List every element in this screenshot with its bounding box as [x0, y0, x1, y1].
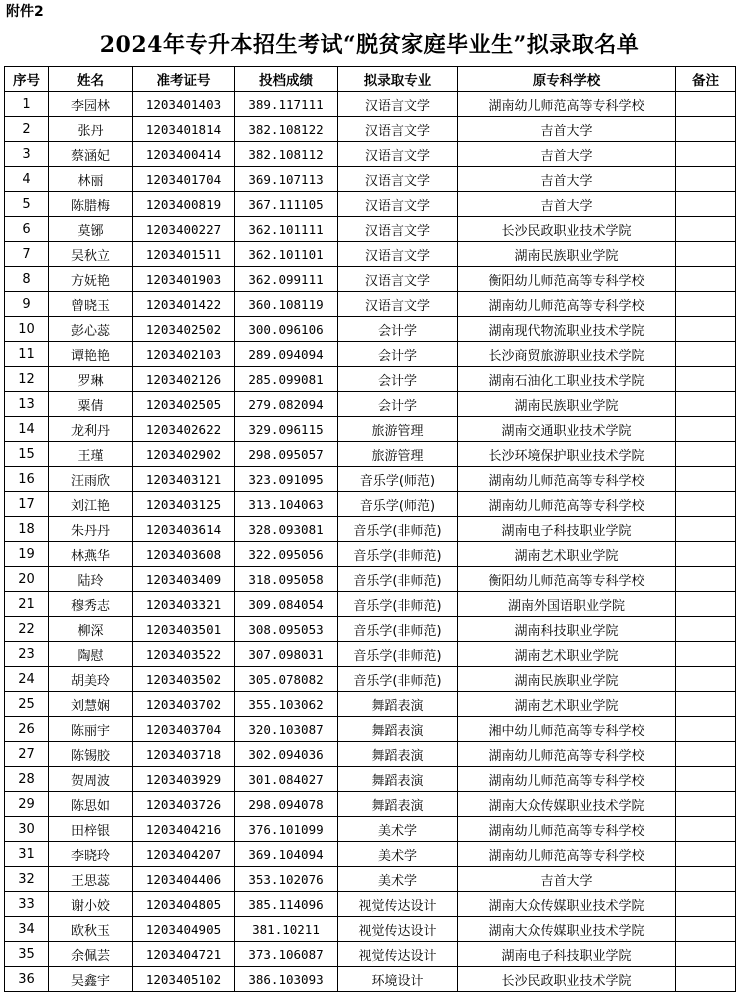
cell-index: 30 [5, 817, 49, 842]
cell-remarks [676, 292, 736, 317]
cell-college: 长沙环境保护职业技术学院 [458, 442, 676, 467]
cell-remarks [676, 667, 736, 692]
cell-index: 34 [5, 917, 49, 942]
table-row [5, 892, 736, 917]
cell-college: 吉首大学 [458, 192, 676, 217]
cell-index: 22 [5, 617, 49, 642]
header-name: 姓名 [49, 67, 133, 92]
cell-college: 吉首大学 [458, 167, 676, 192]
cell-exam-id: 1203403321 [133, 592, 235, 617]
cell-index: 21 [5, 592, 49, 617]
cell-index: 15 [5, 442, 49, 467]
header-remarks: 备注 [676, 67, 736, 92]
cell-score: 308.095053 [235, 617, 338, 642]
cell-name: 曾晓玉 [49, 292, 133, 317]
cell-score: 362.101111 [235, 217, 338, 242]
cell-index: 32 [5, 867, 49, 892]
cell-major: 汉语言文学 [338, 267, 458, 292]
cell-exam-id: 1203404207 [133, 842, 235, 867]
cell-remarks [676, 617, 736, 642]
cell-exam-id: 1203401814 [133, 117, 235, 142]
cell-remarks [676, 842, 736, 867]
cell-exam-id: 1203403608 [133, 542, 235, 567]
cell-major: 汉语言文学 [338, 292, 458, 317]
cell-score: 285.099081 [235, 367, 338, 392]
cell-index: 4 [5, 167, 49, 192]
cell-name: 谭艳艳 [49, 342, 133, 367]
cell-score: 360.108119 [235, 292, 338, 317]
cell-remarks [676, 392, 736, 417]
cell-exam-id: 1203404805 [133, 892, 235, 917]
cell-remarks [676, 442, 736, 467]
cell-college: 长沙商贸旅游职业技术学院 [458, 342, 676, 367]
cell-index: 28 [5, 767, 49, 792]
cell-major: 音乐学(非师范) [338, 642, 458, 667]
cell-exam-id: 1203401403 [133, 92, 235, 117]
cell-remarks [676, 242, 736, 267]
table-row [5, 142, 736, 167]
cell-exam-id: 1203403501 [133, 617, 235, 642]
table-row [5, 517, 736, 542]
cell-college: 湖南幼儿师范高等专科学校 [458, 467, 676, 492]
cell-remarks [676, 192, 736, 217]
cell-index: 16 [5, 467, 49, 492]
cell-score: 302.094036 [235, 742, 338, 767]
cell-college: 湖南科技职业学院 [458, 617, 676, 642]
cell-exam-id: 1203400414 [133, 142, 235, 167]
cell-name: 谢小姣 [49, 892, 133, 917]
cell-name: 贺周波 [49, 767, 133, 792]
cell-score: 373.106087 [235, 942, 338, 967]
cell-score: 362.099111 [235, 267, 338, 292]
cell-name: 方妩艳 [49, 267, 133, 292]
cell-major: 汉语言文学 [338, 92, 458, 117]
admission-list-table [4, 66, 736, 992]
cell-score: 355.103062 [235, 692, 338, 717]
cell-score: 328.093081 [235, 517, 338, 542]
cell-college: 长沙民政职业技术学院 [458, 217, 676, 242]
table-row [5, 967, 736, 992]
cell-exam-id: 1203404905 [133, 917, 235, 942]
cell-index: 5 [5, 192, 49, 217]
cell-major: 会计学 [338, 342, 458, 367]
cell-score: 386.103093 [235, 967, 338, 992]
document-title: 2024年专升本招生考试“脱贫家庭毕业生”拟录取名单 [99, 32, 640, 58]
cell-name: 刘慧娴 [49, 692, 133, 717]
cell-score: 318.095058 [235, 567, 338, 592]
cell-name: 柳深 [49, 617, 133, 642]
cell-index: 2 [5, 117, 49, 142]
cell-college: 湖南幼儿师范高等专科学校 [458, 742, 676, 767]
cell-remarks [676, 692, 736, 717]
cell-name: 王思蕊 [49, 867, 133, 892]
table-row [5, 792, 736, 817]
cell-remarks [676, 767, 736, 792]
cell-major: 美术学 [338, 842, 458, 867]
table-row [5, 392, 736, 417]
cell-major: 音乐学(非师范) [338, 567, 458, 592]
cell-major: 汉语言文学 [338, 142, 458, 167]
table-row [5, 442, 736, 467]
cell-index: 6 [5, 217, 49, 242]
cell-exam-id: 1203402622 [133, 417, 235, 442]
cell-score: 389.117111 [235, 92, 338, 117]
cell-score: 385.114096 [235, 892, 338, 917]
table-row [5, 167, 736, 192]
cell-remarks [676, 517, 736, 542]
cell-index: 29 [5, 792, 49, 817]
cell-major: 视觉传达设计 [338, 917, 458, 942]
cell-major: 汉语言文学 [338, 192, 458, 217]
cell-college: 湖南民族职业学院 [458, 392, 676, 417]
cell-remarks [676, 817, 736, 842]
table-row [5, 592, 736, 617]
cell-score: 305.078082 [235, 667, 338, 692]
cell-index: 26 [5, 717, 49, 742]
cell-college: 湖南电子科技职业学院 [458, 942, 676, 967]
cell-remarks [676, 567, 736, 592]
cell-remarks [676, 142, 736, 167]
cell-remarks [676, 467, 736, 492]
cell-college: 湖南幼儿师范高等专科学校 [458, 92, 676, 117]
cell-score: 322.095056 [235, 542, 338, 567]
table-row [5, 417, 736, 442]
cell-index: 35 [5, 942, 49, 967]
header-index: 序号 [5, 67, 49, 92]
header-college: 原专科学校 [458, 67, 676, 92]
cell-exam-id: 1203403121 [133, 467, 235, 492]
cell-remarks [676, 342, 736, 367]
cell-college: 湖南交通职业技术学院 [458, 417, 676, 442]
cell-exam-id: 1203403409 [133, 567, 235, 592]
cell-exam-id: 1203400819 [133, 192, 235, 217]
cell-name: 余佩芸 [49, 942, 133, 967]
cell-name: 朱丹丹 [49, 517, 133, 542]
attachment-label: 附件2 [6, 4, 44, 20]
cell-college: 湖南大众传媒职业技术学院 [458, 892, 676, 917]
table-row [5, 642, 736, 667]
cell-college: 湖南幼儿师范高等专科学校 [458, 492, 676, 517]
header-major: 拟录取专业 [338, 67, 458, 92]
table-row [5, 617, 736, 642]
cell-major: 旅游管理 [338, 417, 458, 442]
cell-exam-id: 1203401422 [133, 292, 235, 317]
cell-remarks [676, 867, 736, 892]
cell-exam-id: 1203404406 [133, 867, 235, 892]
cell-college: 湖南外国语职业学院 [458, 592, 676, 617]
cell-major: 舞蹈表演 [338, 717, 458, 742]
cell-college: 吉首大学 [458, 117, 676, 142]
table-row [5, 217, 736, 242]
cell-score: 298.094078 [235, 792, 338, 817]
cell-major: 汉语言文学 [338, 217, 458, 242]
cell-major: 音乐学(师范) [338, 467, 458, 492]
table-row [5, 692, 736, 717]
cell-remarks [676, 367, 736, 392]
cell-index: 17 [5, 492, 49, 517]
cell-remarks [676, 942, 736, 967]
cell-major: 舞蹈表演 [338, 792, 458, 817]
cell-exam-id: 1203400227 [133, 217, 235, 242]
cell-index: 31 [5, 842, 49, 867]
cell-name: 欧秋玉 [49, 917, 133, 942]
cell-college: 湖南大众传媒职业技术学院 [458, 917, 676, 942]
cell-name: 王瑾 [49, 442, 133, 467]
table-row [5, 192, 736, 217]
table-header-row [5, 67, 736, 92]
cell-index: 1 [5, 92, 49, 117]
cell-name: 吴秋立 [49, 242, 133, 267]
cell-index: 36 [5, 967, 49, 992]
cell-college: 湘中幼儿师范高等专科学校 [458, 717, 676, 742]
cell-exam-id: 1203403704 [133, 717, 235, 742]
cell-major: 会计学 [338, 367, 458, 392]
cell-name: 张丹 [49, 117, 133, 142]
cell-score: 320.103087 [235, 717, 338, 742]
cell-college: 衡阳幼儿师范高等专科学校 [458, 267, 676, 292]
cell-name: 陈锡胶 [49, 742, 133, 767]
table-row [5, 917, 736, 942]
cell-score: 367.111105 [235, 192, 338, 217]
table-row [5, 317, 736, 342]
cell-index: 12 [5, 367, 49, 392]
cell-name: 彭心蕊 [49, 317, 133, 342]
cell-score: 279.082094 [235, 392, 338, 417]
cell-college: 湖南幼儿师范高等专科学校 [458, 817, 676, 842]
cell-score: 382.108112 [235, 142, 338, 167]
cell-exam-id: 1203403718 [133, 742, 235, 767]
table-row [5, 742, 736, 767]
table-row [5, 542, 736, 567]
cell-index: 8 [5, 267, 49, 292]
cell-index: 27 [5, 742, 49, 767]
cell-index: 33 [5, 892, 49, 917]
cell-index: 11 [5, 342, 49, 367]
cell-remarks [676, 217, 736, 242]
cell-name: 林丽 [49, 167, 133, 192]
cell-index: 20 [5, 567, 49, 592]
table-row [5, 267, 736, 292]
cell-name: 蔡涵妃 [49, 142, 133, 167]
cell-score: 362.101101 [235, 242, 338, 267]
cell-college: 湖南电子科技职业学院 [458, 517, 676, 542]
cell-exam-id: 1203402502 [133, 317, 235, 342]
cell-exam-id: 1203402902 [133, 442, 235, 467]
cell-remarks [676, 742, 736, 767]
cell-index: 9 [5, 292, 49, 317]
cell-major: 音乐学(师范) [338, 492, 458, 517]
cell-exam-id: 1203403522 [133, 642, 235, 667]
cell-score: 289.094094 [235, 342, 338, 367]
cell-major: 音乐学(非师范) [338, 617, 458, 642]
table-row [5, 342, 736, 367]
cell-score: 313.104063 [235, 492, 338, 517]
cell-index: 18 [5, 517, 49, 542]
table-row [5, 942, 736, 967]
cell-major: 视觉传达设计 [338, 942, 458, 967]
cell-score: 329.096115 [235, 417, 338, 442]
cell-exam-id: 1203403125 [133, 492, 235, 517]
cell-college: 湖南民族职业学院 [458, 667, 676, 692]
cell-index: 13 [5, 392, 49, 417]
cell-college: 湖南幼儿师范高等专科学校 [458, 292, 676, 317]
cell-exam-id: 1203405102 [133, 967, 235, 992]
cell-college: 湖南艺术职业学院 [458, 692, 676, 717]
cell-major: 舞蹈表演 [338, 742, 458, 767]
cell-college: 湖南艺术职业学院 [458, 642, 676, 667]
cell-index: 10 [5, 317, 49, 342]
cell-major: 美术学 [338, 867, 458, 892]
cell-remarks [676, 167, 736, 192]
cell-college: 湖南现代物流职业技术学院 [458, 317, 676, 342]
table-row [5, 717, 736, 742]
cell-college: 湖南艺术职业学院 [458, 542, 676, 567]
cell-remarks [676, 967, 736, 992]
cell-name: 陆玲 [49, 567, 133, 592]
cell-index: 25 [5, 692, 49, 717]
cell-college: 湖南大众传媒职业技术学院 [458, 792, 676, 817]
cell-exam-id: 1203401511 [133, 242, 235, 267]
cell-remarks [676, 592, 736, 617]
cell-major: 汉语言文学 [338, 242, 458, 267]
cell-remarks [676, 92, 736, 117]
cell-exam-id: 1203404216 [133, 817, 235, 842]
cell-exam-id: 1203401704 [133, 167, 235, 192]
cell-score: 298.095057 [235, 442, 338, 467]
cell-score: 307.098031 [235, 642, 338, 667]
table-row [5, 92, 736, 117]
cell-major: 会计学 [338, 392, 458, 417]
cell-score: 376.101099 [235, 817, 338, 842]
header-exam-id: 准考证号 [133, 67, 235, 92]
cell-score: 309.084054 [235, 592, 338, 617]
cell-college: 吉首大学 [458, 142, 676, 167]
cell-college: 湖南民族职业学院 [458, 242, 676, 267]
cell-exam-id: 1203403502 [133, 667, 235, 692]
cell-major: 汉语言文学 [338, 117, 458, 142]
cell-index: 24 [5, 667, 49, 692]
cell-remarks [676, 492, 736, 517]
cell-exam-id: 1203401903 [133, 267, 235, 292]
cell-remarks [676, 917, 736, 942]
cell-exam-id: 1203402505 [133, 392, 235, 417]
table-row [5, 767, 736, 792]
cell-college: 湖南石油化工职业技术学院 [458, 367, 676, 392]
cell-score: 369.104094 [235, 842, 338, 867]
cell-name: 刘江艳 [49, 492, 133, 517]
table-row [5, 867, 736, 892]
cell-name: 林燕华 [49, 542, 133, 567]
cell-college: 长沙民政职业技术学院 [458, 967, 676, 992]
cell-index: 7 [5, 242, 49, 267]
cell-name: 吴鑫宇 [49, 967, 133, 992]
cell-exam-id: 1203404721 [133, 942, 235, 967]
cell-college: 吉首大学 [458, 867, 676, 892]
cell-remarks [676, 267, 736, 292]
cell-name: 陈思如 [49, 792, 133, 817]
cell-name: 陶慰 [49, 642, 133, 667]
cell-name: 胡美玲 [49, 667, 133, 692]
cell-remarks [676, 892, 736, 917]
cell-major: 音乐学(非师范) [338, 542, 458, 567]
cell-remarks [676, 642, 736, 667]
cell-score: 381.10211 [235, 917, 338, 942]
cell-major: 音乐学(非师范) [338, 592, 458, 617]
cell-name: 陈丽宇 [49, 717, 133, 742]
cell-remarks [676, 117, 736, 142]
table-row [5, 567, 736, 592]
table-row [5, 817, 736, 842]
cell-name: 罗琳 [49, 367, 133, 392]
cell-college: 湖南幼儿师范高等专科学校 [458, 842, 676, 867]
cell-name: 莫铘 [49, 217, 133, 242]
cell-score: 300.096106 [235, 317, 338, 342]
cell-exam-id: 1203403726 [133, 792, 235, 817]
cell-exam-id: 1203403929 [133, 767, 235, 792]
table-row [5, 367, 736, 392]
cell-exam-id: 1203403702 [133, 692, 235, 717]
cell-name: 粟倩 [49, 392, 133, 417]
cell-remarks [676, 417, 736, 442]
cell-exam-id: 1203403614 [133, 517, 235, 542]
cell-major: 音乐学(非师范) [338, 667, 458, 692]
cell-score: 301.084027 [235, 767, 338, 792]
cell-major: 会计学 [338, 317, 458, 342]
table-row [5, 842, 736, 867]
cell-score: 382.108122 [235, 117, 338, 142]
header-score: 投档成绩 [235, 67, 338, 92]
cell-major: 音乐学(非师范) [338, 517, 458, 542]
cell-major: 旅游管理 [338, 442, 458, 467]
cell-major: 美术学 [338, 817, 458, 842]
cell-name: 李园林 [49, 92, 133, 117]
cell-exam-id: 1203402103 [133, 342, 235, 367]
cell-name: 穆秀志 [49, 592, 133, 617]
cell-college: 衡阳幼儿师范高等专科学校 [458, 567, 676, 592]
table-row [5, 492, 736, 517]
cell-name: 汪雨欣 [49, 467, 133, 492]
cell-exam-id: 1203402126 [133, 367, 235, 392]
cell-name: 龙利丹 [49, 417, 133, 442]
cell-college: 湖南幼儿师范高等专科学校 [458, 767, 676, 792]
cell-index: 23 [5, 642, 49, 667]
cell-index: 14 [5, 417, 49, 442]
table-row [5, 117, 736, 142]
cell-index: 3 [5, 142, 49, 167]
cell-name: 李晓玲 [49, 842, 133, 867]
table-row [5, 242, 736, 267]
cell-remarks [676, 792, 736, 817]
table-row [5, 292, 736, 317]
cell-name: 陈腊梅 [49, 192, 133, 217]
cell-major: 汉语言文学 [338, 167, 458, 192]
cell-remarks [676, 542, 736, 567]
cell-remarks [676, 317, 736, 342]
cell-index: 19 [5, 542, 49, 567]
cell-score: 369.107113 [235, 167, 338, 192]
table-row [5, 667, 736, 692]
table-row [5, 467, 736, 492]
cell-score: 353.102076 [235, 867, 338, 892]
cell-major: 舞蹈表演 [338, 767, 458, 792]
cell-name: 田梓银 [49, 817, 133, 842]
cell-remarks [676, 717, 736, 742]
cell-major: 视觉传达设计 [338, 892, 458, 917]
cell-major: 舞蹈表演 [338, 692, 458, 717]
cell-major: 环境设计 [338, 967, 458, 992]
cell-score: 323.091095 [235, 467, 338, 492]
